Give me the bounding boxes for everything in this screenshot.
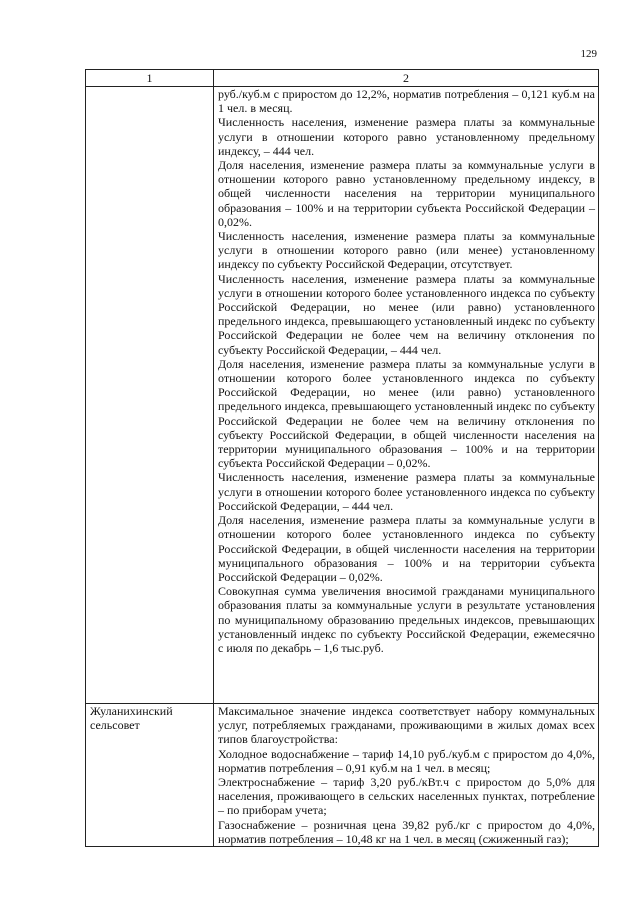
paragraph: Численность населения, изменение размера платы за коммунальные услуги в отношении которого более установленного индекса по субъекту Российской Федерации, но менее (или равно) установленного предельного индекса, превышающего установленный индекс по субъекту Российской Федерации не более чем на величину отклонения по субъекту Российской Федерации, – 444 чел. — [218, 271, 595, 357]
paragraph: Численность населения, изменение размера платы за коммунальные услуги в отношении которого более установленного индекса по субъекту Российской Федерации, – 444 чел. — [218, 470, 595, 513]
table-row — [86, 704, 599, 847]
paragraph: Численность населения, изменение размера платы за коммунальные услуги в отношении которого равно установленному предельному индексу, – 444 чел. — [218, 115, 595, 158]
table-row — [86, 87, 599, 704]
table-header-row — [86, 70, 599, 87]
paragraph: Газоснабжение – розничная цена 39,82 руб./кг с приростом до 4,0%, норматив потребления – 10,48 кг на 1 чел. в месяц (сжиженный газ); — [218, 817, 595, 846]
paragraph: Численность населения, изменение размера платы за коммунальные услуги в отношении которого равно (или менее) установленному индексу по субъекту Российской Федерации, отсутствует. — [218, 229, 595, 272]
paragraph: Доля населения, изменение размера платы за коммунальные услуги в отношении которого равно установленному предельному индексу, в общей численности населения на территории муниципального образования – 100% и на территории субъекта Российской Федерации – 0,02%. — [218, 158, 595, 229]
paragraph: Доля населения, изменение размера платы за коммунальные услуги в отношении которого более установленного индекса по субъекту Российской Федерации, но менее (или равно) установленного предельного индекса, превышающего установленный индекс по субъекту Российской Федерации не более чем на величину отклонения по субъекту Российской Федерации, в общей численности населения на территории муниципального образования – 100% и на территории субъекта Российской Федерации – 0,02%. — [218, 356, 595, 471]
paragraph: Холодное водоснабжение – тариф 14,10 руб./куб.м с приростом до 4,0%, норматив потребления – 0,91 куб.м на 1 чел. в месяц; — [218, 746, 595, 775]
municipality-name: Жуланихинский сельсовет — [90, 704, 173, 733]
description-cell — [214, 87, 599, 704]
paragraph: Максимальное значение индекса соответствует набору коммунальных услуг, потребляемых гражданами, проживающими в жилых домах всех типов благоустройства: — [218, 704, 595, 747]
municipality-cell — [86, 704, 214, 847]
tariff-table — [85, 69, 599, 847]
paragraph: Совокупная сумма увеличения вносимой гражданами муниципального образования платы за коммунальные услуги в результате установления по муниципальному образованию предельных индексов, превышающих установленный индекс по субъекту Российской Федерации, ежемесячно с июля по декабрь – 1,6 тыс.руб. — [218, 584, 595, 655]
municipality-cell — [86, 87, 214, 704]
page-number: 129 — [580, 48, 597, 60]
column-header-1: 1 — [86, 70, 214, 87]
paragraph: Доля населения, изменение размера платы за коммунальные услуги в отношении которого более установленного индекса по субъекту Российской Федерации, в общей численности населения на территории муниципального образования – 100% и на территории субъекта Российской Федерации – 0,02%. — [218, 513, 595, 584]
paragraph: Электроснабжение – тариф 3,20 руб./кВт.ч с приростом до 5,0% для населения, проживающего в сельских населенных пунктах, потребление – по приборам учета; — [218, 775, 595, 818]
description-cell — [214, 704, 599, 847]
column-header-2: 2 — [214, 70, 599, 87]
paragraph: руб./куб.м с приростом до 12,2%, норматив потребления – 0,121 куб.м на 1 чел. в месяц. — [218, 87, 595, 116]
